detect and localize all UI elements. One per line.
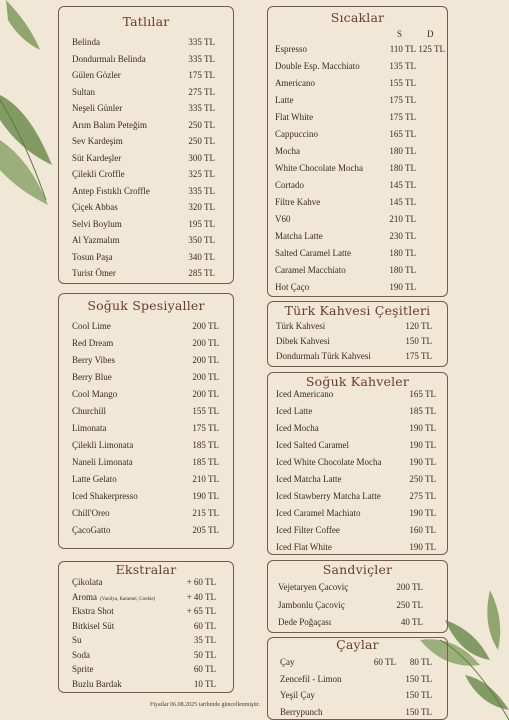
item-price: 335 TL bbox=[188, 53, 215, 64]
item-name bbox=[72, 679, 122, 689]
tatlilar-section bbox=[58, 6, 234, 284]
item-price-s: 145 TL bbox=[389, 180, 416, 190]
item-price: 185 TL bbox=[192, 457, 219, 467]
item-price: 80 TL bbox=[409, 657, 432, 667]
item-name-text: Soda bbox=[72, 649, 90, 660]
item-price: 205 TL bbox=[192, 525, 219, 535]
menu-item bbox=[275, 146, 445, 158]
item-price-s: 180 TL bbox=[389, 146, 416, 156]
item-price: 200 TL bbox=[396, 582, 423, 592]
menu-item bbox=[276, 474, 436, 486]
item-name-text: Bitkisel Süt bbox=[72, 620, 115, 631]
item-name: Flat White bbox=[275, 112, 314, 122]
item-name: Chill'Oreo bbox=[72, 508, 110, 518]
item-name: Espresso bbox=[275, 44, 307, 54]
item-price: 150 TL bbox=[405, 673, 432, 684]
item-name: Iced Filter Coffee bbox=[276, 525, 340, 535]
menu-item bbox=[278, 582, 423, 594]
menu-item bbox=[72, 252, 215, 264]
menu-item bbox=[72, 235, 215, 247]
price-update-note: Fiyatlar 06.08.2025 tarihinde güncellenmiştir. bbox=[150, 702, 260, 708]
item-name: Limonata bbox=[72, 423, 107, 433]
item-name bbox=[72, 592, 155, 602]
item-price: 350 TL bbox=[188, 235, 215, 245]
menu-item bbox=[72, 679, 216, 691]
soguk-spesiyaller-title: Soğuk Spesiyaller bbox=[87, 298, 205, 313]
menu-item bbox=[276, 440, 436, 452]
menu-item bbox=[72, 202, 215, 214]
item-price: 250 TL bbox=[188, 119, 215, 130]
item-name: Dondurmalı Belinda bbox=[72, 53, 146, 64]
menu-item bbox=[276, 321, 432, 333]
item-price: 200 TL bbox=[192, 389, 219, 399]
menu-item bbox=[72, 153, 215, 165]
menu-item bbox=[280, 690, 432, 702]
menu-item bbox=[275, 95, 445, 107]
item-price: 50 TL bbox=[193, 649, 216, 660]
item-name: Cortado bbox=[275, 180, 304, 190]
item-price: 335 TL bbox=[188, 185, 215, 196]
menu-item bbox=[276, 406, 436, 418]
sandvicler-title: Sandviçler bbox=[322, 562, 393, 577]
item-name: Antep Fıstıklı Croffle bbox=[72, 185, 150, 196]
item-price: 250 TL bbox=[188, 136, 215, 146]
item-name: Double Esp. Macchiato bbox=[275, 61, 360, 71]
item-price: 60 TL bbox=[193, 620, 216, 631]
item-name: Iced Caramel Machiato bbox=[276, 508, 361, 518]
item-name: White Chocolate Mocha bbox=[275, 163, 363, 173]
item-name: Cool Lime bbox=[72, 321, 111, 331]
menu-item bbox=[72, 577, 216, 589]
item-name bbox=[72, 650, 90, 660]
item-price: 250 TL bbox=[396, 599, 423, 610]
item-name-text: Sprite bbox=[72, 664, 94, 674]
menu-item bbox=[276, 423, 436, 435]
caylar-title: Çaylar bbox=[336, 637, 379, 652]
item-price: 335 TL bbox=[188, 37, 215, 47]
item-price-s: 230 TL bbox=[389, 231, 416, 241]
item-price-d: 125 TL bbox=[418, 44, 445, 54]
item-price: 120 TL bbox=[405, 321, 432, 331]
item-price: 250 TL bbox=[409, 474, 436, 484]
item-price-s: 190 TL bbox=[389, 282, 416, 292]
item-name: Sev Kardeşim bbox=[72, 136, 123, 146]
menu-item bbox=[72, 103, 215, 115]
menu-item bbox=[275, 231, 445, 243]
item-name: Tosun Paşa bbox=[72, 251, 113, 262]
menu-item bbox=[72, 136, 215, 148]
item-name: Iced Flat White bbox=[276, 542, 332, 552]
item-name: Çilekli Limonata bbox=[72, 440, 134, 450]
soguk-spesiyaller-section bbox=[58, 293, 234, 549]
menu-item bbox=[72, 120, 215, 132]
item-name bbox=[72, 606, 114, 616]
item-price: 175 TL bbox=[188, 70, 215, 80]
item-price: + 65 TL bbox=[186, 606, 216, 616]
item-name bbox=[72, 621, 114, 631]
item-name: Çilekli Croffle bbox=[72, 169, 125, 179]
item-price-s: 135 TL bbox=[389, 61, 416, 71]
item-price: 335 TL bbox=[188, 103, 215, 113]
item-price: 325 TL bbox=[188, 169, 215, 179]
menu-item bbox=[276, 525, 436, 537]
menu-item bbox=[275, 214, 445, 226]
item-price-s: 165 TL bbox=[389, 129, 416, 139]
turk-kahvesi-title: Türk Kahvesi Çeşitleri bbox=[284, 303, 431, 318]
item-price: 10 TL bbox=[193, 678, 216, 689]
tatlilar-title: Tatlılar bbox=[122, 14, 170, 29]
item-price: 275 TL bbox=[409, 491, 436, 501]
item-price-s: 180 TL bbox=[389, 248, 416, 258]
menu-item bbox=[72, 219, 215, 231]
sicaklar-section bbox=[267, 6, 448, 297]
item-price-s: 175 TL bbox=[389, 112, 416, 122]
item-price: 175 TL bbox=[405, 351, 432, 361]
item-name: Berry Blue bbox=[72, 372, 112, 382]
menu-item bbox=[280, 707, 432, 719]
item-name: Neşeli Günler bbox=[72, 103, 123, 113]
sicaklar-title: Sıcaklar bbox=[330, 10, 385, 25]
menu-item bbox=[72, 37, 215, 49]
item-name: Jambonlu Çacoviç bbox=[278, 599, 345, 610]
item-price: 160 TL bbox=[409, 525, 436, 535]
item-name: Hot Çaço bbox=[275, 282, 310, 292]
menu-item bbox=[276, 389, 436, 401]
menu-item bbox=[278, 617, 423, 629]
menu-item bbox=[72, 372, 219, 384]
menu-item bbox=[72, 321, 219, 333]
item-name: Caramel Macchiato bbox=[275, 265, 346, 275]
item-name-text: Buzlu Bardak bbox=[72, 678, 122, 689]
item-price: 200 TL bbox=[192, 338, 219, 348]
item-price: 210 TL bbox=[192, 474, 219, 484]
menu-item bbox=[72, 664, 216, 676]
menu-item bbox=[275, 282, 445, 294]
item-name: Iced Latte bbox=[276, 406, 313, 416]
menu-item bbox=[72, 54, 215, 66]
menu-item bbox=[280, 674, 432, 686]
item-name: Cool Mango bbox=[72, 389, 118, 399]
item-name: Çay bbox=[280, 657, 295, 667]
item-price: 200 TL bbox=[192, 321, 219, 331]
menu-item bbox=[72, 338, 219, 350]
item-price-small: 60 TL bbox=[373, 657, 396, 667]
menu-item bbox=[72, 635, 216, 647]
item-name: Red Dream bbox=[72, 338, 114, 348]
item-price-s: 145 TL bbox=[389, 197, 416, 207]
item-name: Cappuccino bbox=[275, 129, 318, 139]
item-price: 200 TL bbox=[192, 355, 219, 365]
item-price: 285 TL bbox=[188, 268, 215, 278]
item-name bbox=[72, 664, 94, 674]
item-name: Gülen Gözler bbox=[72, 70, 121, 80]
item-price: 190 TL bbox=[409, 508, 436, 518]
menu-item bbox=[276, 457, 436, 469]
item-subtext: (Vanilya, Karamel, Cookie) bbox=[100, 596, 156, 602]
item-name: Belinda bbox=[72, 37, 100, 47]
item-name: Filtre Kahve bbox=[275, 197, 321, 207]
menu-item bbox=[275, 180, 445, 192]
menu-item bbox=[276, 542, 436, 554]
item-price: 190 TL bbox=[409, 440, 436, 450]
item-name: Çiçek Abbas bbox=[72, 202, 118, 212]
menu-item bbox=[275, 44, 445, 56]
item-price-s: 210 TL bbox=[389, 214, 416, 224]
menu-item bbox=[276, 351, 432, 363]
item-name: Dede Poğaçası bbox=[278, 617, 332, 627]
item-name: Süt Kardeşler bbox=[72, 152, 122, 163]
item-name: Matcha Latte bbox=[275, 231, 323, 241]
item-price: 275 TL bbox=[188, 86, 215, 97]
item-price-s: 155 TL bbox=[389, 78, 416, 88]
item-name: Berry Vibes bbox=[72, 355, 116, 365]
item-price: 165 TL bbox=[409, 389, 436, 399]
item-price: 215 TL bbox=[192, 508, 219, 518]
menu-item bbox=[72, 87, 215, 99]
item-price: 150 TL bbox=[405, 706, 432, 717]
menu-item bbox=[72, 355, 219, 367]
item-name: Iced Mocha bbox=[276, 423, 319, 433]
ekstralar-section bbox=[58, 561, 234, 693]
item-name: Iced Americano bbox=[276, 389, 334, 399]
item-price-s: 110 TL bbox=[389, 44, 416, 54]
sicaklar-col-s: S bbox=[397, 29, 403, 39]
menu-item bbox=[72, 440, 219, 452]
menu-item bbox=[72, 423, 219, 435]
item-name: Mocha bbox=[275, 146, 300, 156]
item-price: + 60 TL bbox=[186, 577, 216, 587]
item-name-text: Ekstra Shot bbox=[72, 606, 114, 616]
item-price: 190 TL bbox=[409, 423, 436, 433]
menu-item bbox=[72, 592, 216, 604]
item-price-s: 175 TL bbox=[389, 95, 416, 105]
item-name: Dondurmalı Türk Kahvesi bbox=[276, 351, 371, 361]
soguk-kahveler-section bbox=[267, 372, 448, 555]
menu-item bbox=[72, 457, 219, 469]
item-price: 190 TL bbox=[409, 457, 436, 467]
item-name: Iced Shakerpresso bbox=[72, 491, 138, 501]
item-price: 175 TL bbox=[192, 423, 219, 433]
item-name: Yeşil Çay bbox=[280, 690, 315, 700]
menu-item bbox=[280, 657, 432, 669]
menu-item bbox=[72, 268, 215, 280]
item-name: Iced Matcha Latte bbox=[276, 474, 342, 484]
item-name: Iced Salted Caramel bbox=[276, 440, 349, 450]
menu-item bbox=[72, 70, 215, 82]
menu-item bbox=[275, 248, 445, 260]
item-name bbox=[72, 577, 103, 587]
turk-kahvesi-section bbox=[267, 301, 448, 367]
item-name: Arım Balım Peteğim bbox=[72, 119, 147, 130]
item-price: 185 TL bbox=[192, 440, 219, 450]
menu-item bbox=[72, 491, 219, 503]
menu-item bbox=[72, 508, 219, 520]
item-name-text: Su bbox=[72, 635, 82, 645]
menu-item bbox=[275, 78, 445, 90]
soguk-kahveler-title: Soğuk Kahveler bbox=[305, 374, 410, 389]
item-name: Zencefil - Limon bbox=[280, 673, 342, 684]
item-price: 60 TL bbox=[193, 664, 216, 674]
item-name: Churchill bbox=[72, 406, 106, 416]
item-name: Vejetaryen Çacoviç bbox=[278, 582, 349, 592]
item-name: ÇacoGatto bbox=[72, 525, 111, 535]
item-price-s: 180 TL bbox=[389, 265, 416, 275]
item-price: 190 TL bbox=[409, 542, 436, 552]
menu-item bbox=[72, 621, 216, 633]
item-name: Iced Stawberry Matcha Latte bbox=[276, 491, 381, 501]
menu-item bbox=[275, 163, 445, 175]
item-price: 190 TL bbox=[192, 491, 219, 501]
item-price: 320 TL bbox=[188, 202, 215, 212]
item-price: 300 TL bbox=[188, 152, 215, 163]
menu-item bbox=[72, 650, 216, 662]
menu-item bbox=[276, 508, 436, 520]
menu-item bbox=[275, 197, 445, 209]
item-price: + 40 TL bbox=[186, 591, 216, 602]
item-price: 155 TL bbox=[192, 406, 219, 416]
item-name: Türk Kahvesi bbox=[276, 321, 326, 331]
item-name: Latte Gelato bbox=[72, 474, 117, 484]
item-name: Americano bbox=[275, 78, 315, 88]
item-name: Al Yazmalım bbox=[72, 235, 120, 245]
item-name: Berrypunch bbox=[280, 706, 323, 717]
ekstralar-title: Ekstralar bbox=[115, 562, 177, 577]
menu-item bbox=[276, 336, 432, 348]
item-price-s: 180 TL bbox=[389, 163, 416, 173]
caylar-section bbox=[267, 637, 448, 720]
menu-item bbox=[275, 112, 445, 124]
item-name: Dibek Kahvesi bbox=[276, 336, 330, 346]
item-name-text: Aroma bbox=[72, 591, 97, 602]
sicaklar-col-d: D bbox=[427, 29, 434, 39]
sandvicler-section bbox=[267, 560, 448, 633]
menu-item bbox=[72, 474, 219, 486]
item-name: Naneli Limonata bbox=[72, 457, 133, 467]
item-name: Latte bbox=[275, 95, 294, 105]
menu-item bbox=[72, 169, 215, 181]
item-price: 200 TL bbox=[192, 372, 219, 382]
menu-item bbox=[72, 606, 216, 618]
menu-item bbox=[276, 491, 436, 503]
item-price: 185 TL bbox=[409, 406, 436, 416]
menu-item bbox=[72, 389, 219, 401]
item-price: 150 TL bbox=[405, 336, 432, 346]
menu-item bbox=[275, 129, 445, 141]
item-name: Selvi Boylum bbox=[72, 218, 122, 229]
item-price: 195 TL bbox=[188, 218, 215, 229]
menu-item bbox=[275, 265, 445, 277]
menu-item bbox=[72, 525, 219, 537]
menu-item bbox=[72, 186, 215, 198]
item-price: 35 TL bbox=[193, 635, 216, 645]
item-name-text: Çikolata bbox=[72, 577, 103, 587]
item-name: Iced White Chocolate Mocha bbox=[276, 457, 382, 467]
item-price: 150 TL bbox=[405, 690, 432, 700]
item-price: 40 TL bbox=[400, 617, 423, 627]
item-name bbox=[72, 635, 82, 645]
menu-item bbox=[275, 61, 445, 73]
item-name: Salted Caramel Latte bbox=[275, 248, 351, 258]
item-name: Sultan bbox=[72, 86, 96, 97]
item-name: V60 bbox=[275, 214, 291, 224]
item-name: Turist Ömer bbox=[72, 268, 116, 278]
item-price: 340 TL bbox=[188, 251, 215, 262]
menu-item bbox=[72, 406, 219, 418]
menu-item bbox=[278, 600, 423, 612]
